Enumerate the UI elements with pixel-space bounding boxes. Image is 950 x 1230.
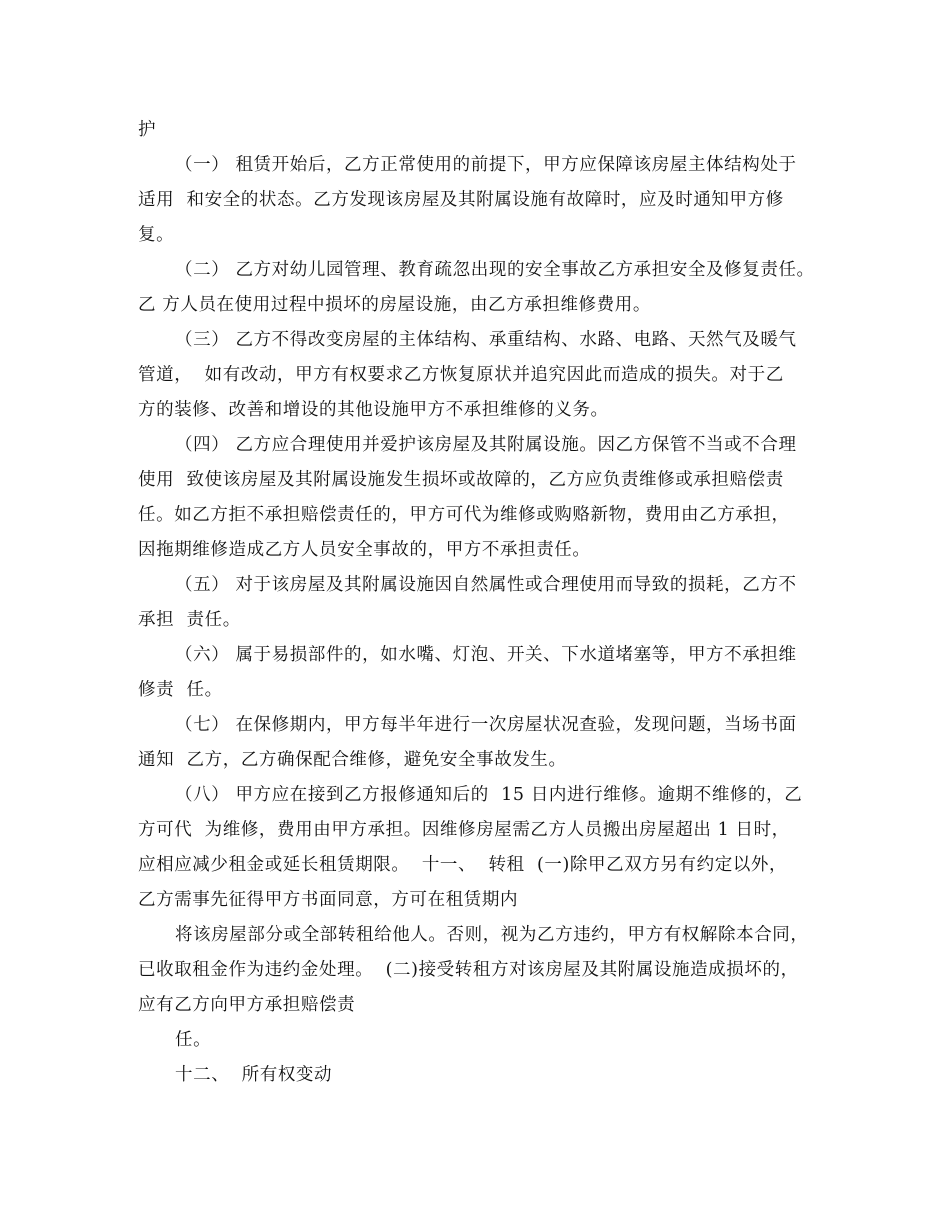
text-line: 承担 责任。 — [138, 610, 241, 630]
text-line: 应相应减少租金或延长租赁期限。 十一、 转租 (一)除甲乙双方另有约定以外， — [138, 855, 788, 875]
text-line: 护 — [138, 120, 157, 140]
text-line: 方的装修、改善和增设的其他设施甲方不承担维修的义务。 — [138, 400, 609, 420]
text-line: （三） 乙方不得改变房屋的主体结构、承重结构、水路、电路、天然气及暖气 — [175, 330, 797, 350]
text-line: 任。 — [175, 1030, 212, 1050]
text-line: 将该房屋部分或全部转租给他人。否则，视为乙方违约，甲方有权解除本合同， — [175, 925, 809, 945]
text-line: 应有乙方向甲方承担赔偿责 — [138, 995, 356, 1015]
text-line: （二） 乙方对幼儿园管理、教育疏忽出现的安全事故乙方承担安全及修复责任。 — [175, 260, 815, 280]
text-line: 使用 致使该房屋及其附属设施发生损坏或故障的，乙方应负责维修或承担赔偿责 — [138, 470, 784, 490]
text-line: 已收取租金作为违约金处理。 (二)接受转租方对该房屋及其附属设施造成损坏的， — [138, 960, 799, 980]
text-line: 通知 乙方，乙方确保配合维修，避免安全事故发生。 — [138, 750, 567, 770]
section-heading: 十二、 所有权变动 — [175, 1065, 333, 1085]
text-line: 管道， 如有改动，甲方有权要求乙方恢复原状并追究因此而造成的损失。对于乙 — [138, 365, 784, 385]
text-line: （八） 甲方应在接到乙方报修通知后的 15 日内进行维修。逾期不维修的，乙 — [175, 785, 803, 805]
text-line: 复。 — [138, 225, 175, 245]
text-line: 因拖期维修造成乙方人员安全事故的，甲方不承担责任。 — [138, 540, 591, 560]
text-line: 乙 方人员在使用过程中损坏的房屋设施，由乙方承担维修费用。 — [138, 295, 651, 315]
text-line: 任。如乙方拒不承担赔偿责任的，甲方可代为维修或购赂新物，费用由乙方承担， — [138, 505, 790, 525]
text-line: （七） 在保修期内，甲方每半年进行一次房屋状况查验，发现问题，当场书面 — [175, 715, 797, 735]
text-line: 乙方需事先征得甲方书面同意，方可在租赁期内 — [138, 890, 519, 910]
text-line: （五） 对于该房屋及其附属设施因自然属性或合理使用而导致的损耗，乙方不 — [175, 575, 797, 595]
text-line: 修责 任。 — [138, 680, 223, 700]
text-line: （六） 属于易损部件的，如水嘴、灯泡、开关、下水道堵塞等，甲方不承担维 — [175, 645, 797, 665]
text-line: （四） 乙方应合理使用并爱护该房屋及其附属设施。因乙方保管不当或不合理 — [175, 435, 797, 455]
text-line: （一） 租赁开始后，乙方正常使用的前提下，甲方应保障该房屋主体结构处于 — [175, 155, 797, 175]
text-line: 方可代 为维修，费用由甲方承担。因维修房屋需乙方人员搬出房屋超出 1 日时， — [138, 820, 790, 840]
text-line: 适用 和安全的状态。乙方发现该房屋及其附属设施有故障时，应及时通知甲方修 — [138, 190, 784, 210]
